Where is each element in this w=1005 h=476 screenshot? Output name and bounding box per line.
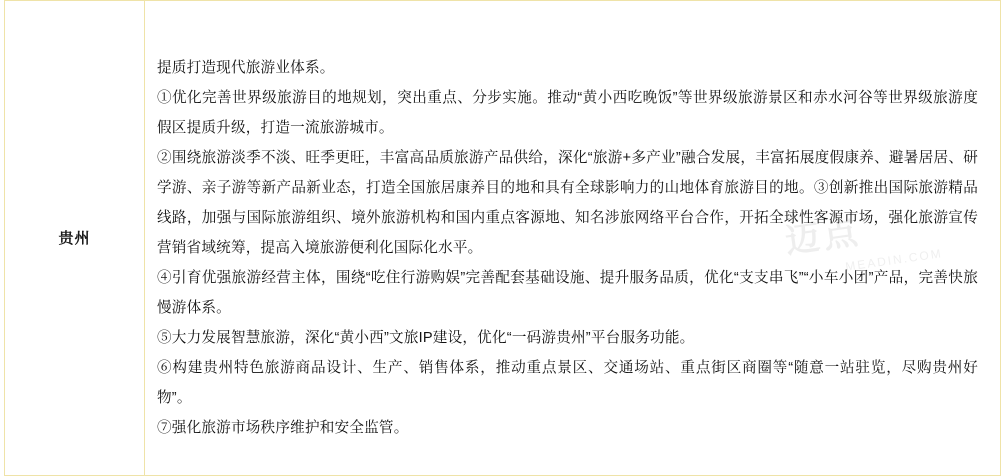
watermark-logo: 迈点 <box>783 212 864 262</box>
paragraph-item-1: ①优化完善世界级旅游目的地规划，突出重点、分步实施。推动“黄小西吃晚饭”等世界级旅游景区和赤水河谷等世界级旅游度假区提质升级，打造一流旅游城市。 <box>157 90 978 136</box>
paragraph-item-2: ②围绕旅游淡季不淡、旺季更旺，丰富高品质旅游产品供给，深化“旅游+多产业”融合发展，丰富拓展度假康养、避暑居居、研学游、亲子游等新产品新业态，打造全国旅居康养目的地和具有全球影响力的山地体育旅游目的地。③创新推出国际旅游精品线路，加强与国际旅游组织、境外旅游机构和国内重点客源地、知名涉旅网络平台合作，开拓全球性客源市场，强化旅游宣传营销省域统筹，提高入境旅游便利化国际化水平。 <box>157 150 978 256</box>
region-label: 贵州 <box>58 229 91 247</box>
paragraph-item-7: ⑦强化旅游市场秩序维护和安全监管。 <box>157 420 409 436</box>
content-table <box>4 0 1001 476</box>
paragraph-heading: 提质打造现代旅游业体系。 <box>157 60 335 76</box>
paragraph-item-4: ④引育优强旅游经营主体，围绕“吃住行游购娱”完善配套基础设施、提升服务品质，优化“支支串飞”“小车小团”产品，完善快旅慢游体系。 <box>157 270 978 316</box>
paragraph-item-5: ⑤大力发展智慧旅游，深化“黄小西”文旅IP建设，优化“一码游贵州”平台服务功能。 <box>157 330 695 346</box>
watermark-subtext: MEADIN.COM <box>844 246 944 274</box>
table-cell-region <box>5 1 145 475</box>
paragraph-item-6: ⑥构建贵州特色旅游商品设计、生产、销售体系，推动重点景区、交通场站、重点街区商圈等“随意一站驻览，尽购贵州好物”。 <box>157 360 978 406</box>
table-cell-content <box>145 1 1000 475</box>
